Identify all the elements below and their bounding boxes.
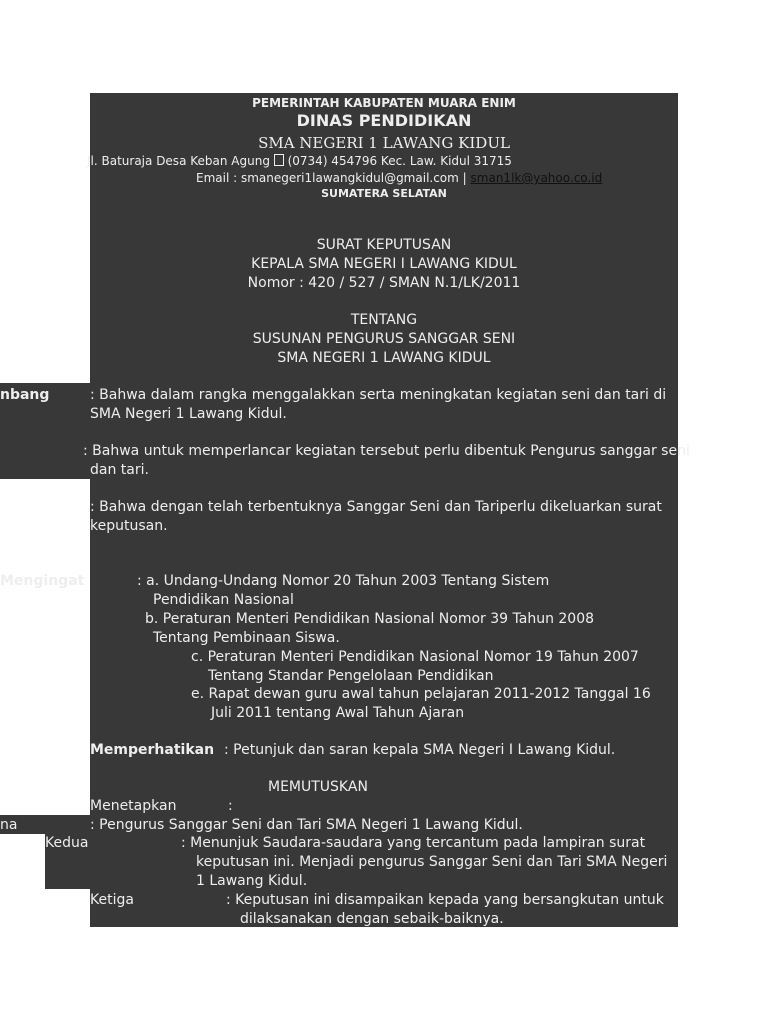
- kedua-line1: : Menunjuk Saudara-saudara yang tercantum pada lampiran surat: [181, 835, 646, 851]
- school-address: [87, 152, 512, 170]
- menimbang-label: nbang: [0, 387, 50, 403]
- menimbang-b-line2: dan tari.: [90, 462, 149, 478]
- menimbang-b-line1: : Bahwa untuk memperlancar kegiatan tersebut perlu dibentuk Pengurus sanggar seni: [83, 443, 690, 459]
- subject-school: SMA NEGERI 1 LAWANG KIDUL: [277, 350, 491, 366]
- email-link[interactable]: sman1lk@yahoo.co.id: [470, 171, 603, 185]
- email-text: Email : smanegeri1lawangkidul@gmail.com |: [196, 171, 467, 185]
- memutuskan-title: MEMUTUSKAN: [268, 779, 368, 795]
- memperhatikan-label: Memperhatikan: [90, 742, 215, 758]
- ketiga-line2: dilaksanakan dengan sebaik-baiknya.: [240, 911, 504, 927]
- menetapkan-colon: :: [228, 798, 233, 814]
- mengingat-c-line1: c. Peraturan Menteri Pendidikan Nasional Nomor 19 Tahun 2007: [191, 649, 639, 665]
- mengingat-e-line2: Juli 2011 tentang Awal Tahun Ajaran: [211, 705, 465, 721]
- subject-label: TENTANG: [350, 312, 418, 328]
- mengingat-e-line1: e. Rapat dewan guru awal tahun pelajaran 2011-2012 Tanggal 16: [191, 686, 651, 702]
- phone-icon: [274, 154, 284, 166]
- decree-title: SURAT KEPUTUSAN: [316, 237, 452, 253]
- subject-line: SUSUNAN PENGURUS SANGGAR SENI: [252, 331, 516, 347]
- ketiga-label: Ketiga: [90, 892, 134, 908]
- decree-issuer: KEPALA SMA NEGERI I LAWANG KIDUL: [251, 256, 517, 272]
- menimbang-c-line2: keputusan.: [90, 518, 168, 534]
- ketiga-line1: : Keputusan ini disampaikan kepada yang bersangkutan untuk: [226, 892, 664, 908]
- mengingat-a-line1: : a. Undang-Undang Nomor 20 Tahun 2003 Tentang Sistem: [137, 573, 550, 589]
- kedua-line3: 1 Lawang Kidul.: [196, 873, 308, 889]
- mengingat-b-line2: Tentang Pembinaan Siswa.: [153, 630, 340, 646]
- school-name: SMA NEGERI 1 LAWANG KIDUL: [258, 134, 510, 152]
- province-name: SUMATERA SELATAN: [321, 187, 447, 200]
- mengingat-b-line1: b. Peraturan Menteri Pendidikan Nasional Nomor 39 Tahun 2008: [145, 611, 595, 627]
- office-name: DINAS PENDIDIKAN: [296, 111, 472, 130]
- menimbang-a-line1: : Bahwa dalam rangka menggalakkan serta meningkatan kegiatan seni dan tari di: [90, 387, 667, 403]
- pertama-label: na: [0, 817, 18, 833]
- government-name: PEMERINTAH KABUPATEN MUARA ENIM: [252, 96, 516, 110]
- decree-number: Nomor : 420 / 527 / SMAN N.1/LK/2011: [247, 275, 521, 291]
- address-text: Jl. Baturaja Desa Keban Agung: [87, 154, 270, 168]
- pertama-text: : Pengurus Sanggar Seni dan Tari SMA Negeri 1 Lawang Kidul.: [90, 817, 523, 833]
- mengingat-label: Mengingat: [0, 573, 85, 589]
- mengingat-c-line2: Tentang Standar Pengelolaan Pendidikan: [208, 668, 494, 684]
- kedua-label: Kedua: [45, 835, 89, 851]
- menetapkan-label: Menetapkan: [90, 798, 177, 814]
- memperhatikan-text: : Petunjuk dan saran kepala SMA Negeri I Lawang Kidul.: [224, 742, 616, 758]
- menimbang-a-line2: SMA Negeri 1 Lawang Kidul.: [90, 406, 287, 422]
- kedua-line2: keputusan ini. Menjadi pengurus Sanggar Seni dan Tari SMA Negeri: [196, 854, 668, 870]
- mengingat-a-line2: Pendidikan Nasional: [153, 592, 294, 608]
- menimbang-c-line1: : Bahwa dengan telah terbentuknya Sanggar Seni dan Tariperlu dikeluarkan surat: [90, 499, 662, 515]
- phone-text: (0734) 454796 Kec. Law. Kidul 31715: [287, 154, 512, 168]
